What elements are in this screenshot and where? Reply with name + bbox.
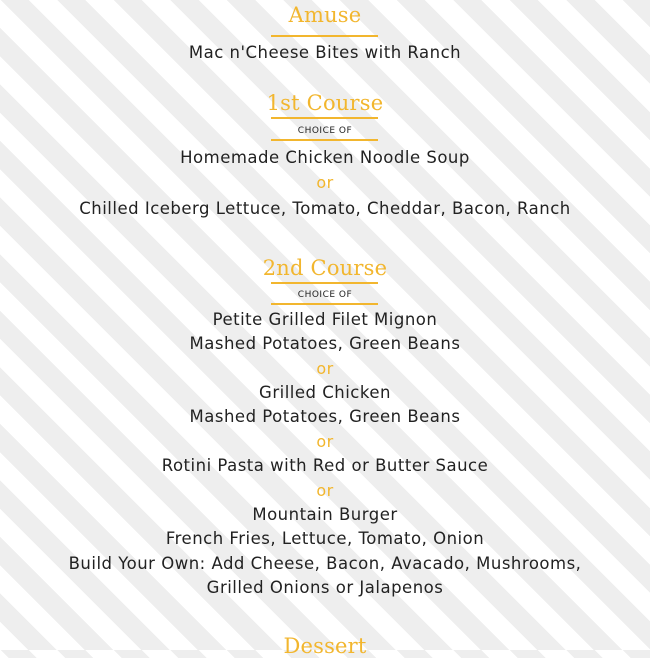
course2-or-1: or: [316, 359, 334, 378]
course2-option-2-line-2: Mashed Potatoes, Green Beans: [189, 407, 461, 426]
amuse-divider: [271, 35, 378, 37]
course1-option-1: Homemade Chicken Noodle Soup: [180, 148, 470, 167]
course1-option-2: Chilled Iceberg Lettuce, Tomato, Cheddar, Bacon, Ranch: [79, 199, 571, 218]
course2-option-1-line-2: Mashed Potatoes, Green Beans: [189, 334, 461, 353]
course1-or: or: [316, 173, 334, 192]
course2-option-2-line-1: Grilled Chicken: [259, 383, 391, 402]
course1-divider: [271, 117, 378, 119]
course2-option-3-line-1: Rotini Pasta with Red or Butter Sauce: [161, 456, 489, 475]
course2-or-3: or: [316, 481, 334, 500]
course1-choice-label: CHOICE OF: [297, 126, 353, 136]
course2-option-1-line-1: Petite Grilled Filet Mignon: [212, 310, 438, 329]
amuse-title: Amuse: [288, 3, 362, 27]
course1-choice-divider: [271, 139, 378, 141]
dessert-title: Dessert: [283, 634, 367, 658]
course2-choice-divider: [271, 303, 378, 305]
course2-option-4-line-3: Build Your Own: Add Cheese, Bacon, Avacado, Mushrooms,: [68, 554, 582, 573]
amuse-item: Mac n'Cheese Bites with Ranch: [188, 43, 462, 62]
course2-choice-label: CHOICE OF: [297, 290, 353, 300]
course2-option-4-line-4: Grilled Onions or Jalapenos: [206, 578, 444, 597]
course2-title: 2nd Course: [262, 256, 388, 280]
course2-divider: [271, 282, 378, 284]
course1-title: 1st Course: [266, 91, 384, 115]
course2-option-4-line-1: Mountain Burger: [252, 505, 398, 524]
course2-option-4-line-2: French Fries, Lettuce, Tomato, Onion: [165, 529, 485, 548]
course2-or-2: or: [316, 432, 334, 451]
